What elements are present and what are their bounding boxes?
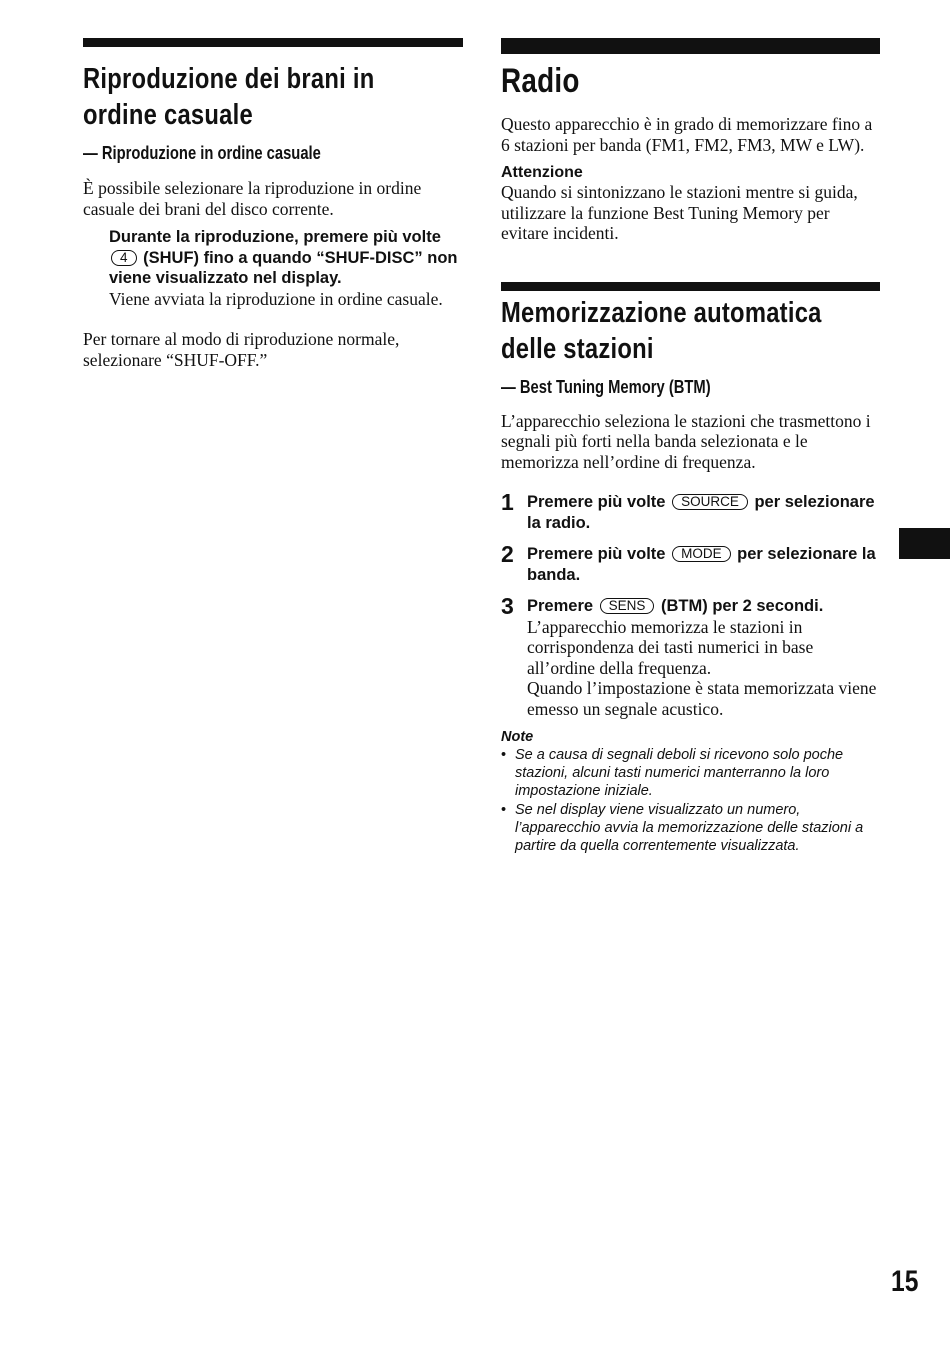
section-rule bbox=[501, 38, 880, 54]
notes-list bbox=[501, 746, 880, 855]
shuffle-title-line2: ordine casuale bbox=[83, 99, 253, 131]
step-2 bbox=[501, 541, 880, 585]
sens-key: SENS bbox=[600, 598, 655, 614]
mode-key: MODE bbox=[672, 546, 731, 562]
shuffle-instruction-part1: Durante la riproduzione, premere più volte bbox=[109, 228, 441, 246]
step-detail-2: Quando l’impostazione è stata memorizzata viene emesso un segnale acustico. bbox=[527, 678, 877, 719]
shuffle-instruction-part2: (SHUF) fino a quando “SHUF-DISC” non viene visualizzato nel display. bbox=[109, 248, 458, 287]
shuffle-instruction-block bbox=[83, 227, 463, 309]
btm-title-line2: delle stazioni bbox=[501, 332, 654, 365]
section-tab-marker bbox=[899, 528, 950, 559]
page-number: 15 bbox=[890, 1265, 918, 1298]
step-text-after: (BTM) per 2 secondi. bbox=[661, 597, 824, 615]
caution-title: Attenzione bbox=[501, 164, 583, 181]
section-rule bbox=[83, 38, 463, 47]
step-text-before: Premere più volte bbox=[527, 493, 666, 511]
radio-intro: Questo apparecchio è in grado di memorizzare fino a 6 stazioni per banda (FM1, FM2, FM3, MW e LW). bbox=[501, 114, 873, 155]
notes-title: Note bbox=[501, 729, 534, 745]
shuffle-instruction bbox=[109, 227, 463, 289]
step-text-before: Premere bbox=[527, 597, 594, 615]
shuffle-key-4: 4 bbox=[111, 250, 137, 266]
step-number: 3 bbox=[501, 593, 514, 619]
caution-text: Quando si sintonizzano le stazioni mentre si guida, utilizzare la funzione Best Tuning Memory per evitare incidenti. bbox=[501, 182, 858, 243]
btm-title-line1: Memorizzazione automatica bbox=[501, 296, 822, 329]
note-item: • Se nel display viene visualizzato un numero, l’apparecchio avvia la memorizzazione delle stazioni a partire da quella correntemente visualizzata. bbox=[501, 801, 880, 856]
note-item: • Se a causa di segnali deboli si ricevono solo poche stazioni, alcuni tasti numerici manterranno la loro impostazione iniziale. bbox=[501, 746, 880, 801]
step-number: 2 bbox=[501, 541, 514, 567]
step-instruction bbox=[527, 492, 880, 533]
step-text-after: per selezionare la banda. bbox=[527, 545, 876, 584]
left-column bbox=[83, 38, 463, 370]
btm-intro: L’apparecchio seleziona le stazioni che trasmettono i segnali più forti nella banda selezionata e le memorizza nell’ordine di frequenza. bbox=[501, 410, 871, 472]
step-number: 1 bbox=[501, 489, 514, 515]
shuffle-subtitle: — Riproduzione in ordine casuale bbox=[83, 143, 321, 163]
step-detail: L’apparecchio memorizza le stazioni in corrispondenza dei tasti numerici in base all’ordine della frequenza. bbox=[527, 616, 814, 678]
step-instruction bbox=[527, 596, 880, 617]
step-1 bbox=[501, 489, 880, 533]
shuffle-intro: È possibile selezionare la riproduzione in ordine casuale dei brani del disco corrente. bbox=[83, 178, 422, 219]
shuffle-title bbox=[83, 61, 463, 133]
radio-title: Radio bbox=[501, 62, 580, 100]
step-text-before: Premere più volte bbox=[527, 545, 666, 563]
step-instruction bbox=[527, 544, 880, 585]
btm-subtitle: — Best Tuning Memory (BTM) bbox=[501, 376, 711, 397]
shuffle-return-text: Per tornare al modo di riproduzione normale, selezionare “SHUF-OFF.” bbox=[83, 329, 400, 370]
source-key: SOURCE bbox=[672, 494, 748, 510]
right-column bbox=[501, 38, 880, 855]
shuffle-title-line1: Riproduzione dei brani in bbox=[83, 63, 375, 95]
step-3 bbox=[501, 593, 880, 719]
step-text-after: per selezionare la radio. bbox=[527, 493, 875, 532]
section-rule bbox=[501, 282, 880, 291]
shuffle-result: Viene avviata la riproduzione in ordine casuale. bbox=[109, 288, 443, 309]
btm-title bbox=[501, 295, 880, 367]
